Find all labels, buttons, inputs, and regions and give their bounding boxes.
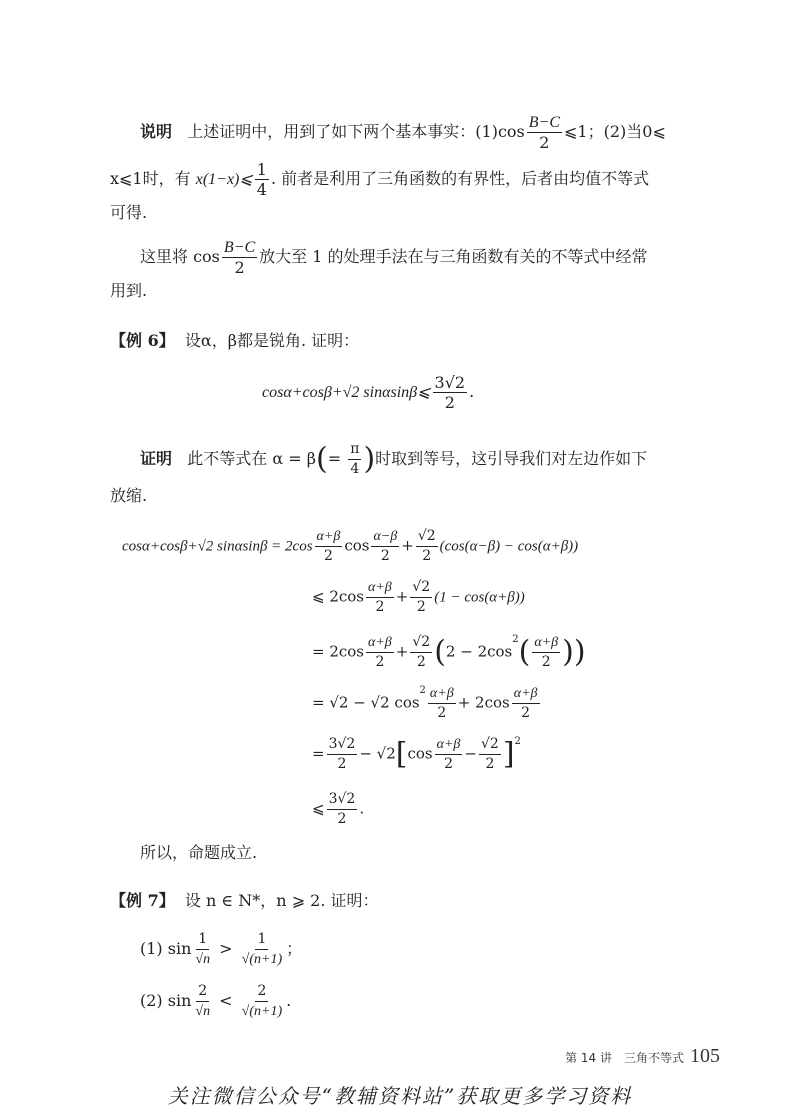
example6-inequality: cosα+cosβ+√2 sinαsinβ⩽ $\frac{3√2}{2}$ .	[262, 373, 475, 412]
note-line-3: 可得.	[110, 203, 148, 222]
note-label: 说明	[140, 122, 173, 141]
para2-fraction: $\frac{B-C}{2}$	[223, 239, 256, 277]
derivation-row-6: ⩽ $\frac{3√2}{2}$ .	[312, 791, 365, 827]
example7-part-1: (1) sin $\frac{1}{√n}$ > $\frac{1}{√(n+1)}$ ；	[140, 931, 303, 967]
derivation-row-2: ⩽ 2cos $\frac{\alpha+\beta}{2}$ + $\frac{√2}{2}$ (1 − cos(α+β))	[312, 579, 525, 615]
example7-part-2: (2) sin $\frac{2}{√n}$ < $\frac{2}{√(n+1)}$ .	[140, 983, 292, 1019]
example7-text: 设 n ∈ N*，n ⩾ 2. 证明：	[184, 891, 379, 910]
example6-label: 【例 6】	[110, 331, 175, 350]
fact2-fraction: $\frac{1}{4}$	[256, 160, 267, 199]
note-intro: 上述证明中，用到了如下两个基本事实：(1)	[187, 122, 498, 141]
watermark-text: 关注微信公众号“教辅资料站”获取更多学习资料	[167, 1084, 633, 1108]
line2-start: x⩽1时，有	[110, 169, 191, 188]
derivation-row-1: cosα+cosβ+√2 sinαsinβ = 2cos $\frac{\alpha+\beta}{2}$ cos $\frac{\alpha-\beta}{2}$ + $\frac{√2}{2}$ (cos(α−β) − cos(α+β))	[122, 528, 579, 564]
note-line-1: 说明 上述证明中，用到了如下两个基本事实：(1)cos $\frac{B-C}{2}$ ⩽1；(2)当0⩽	[140, 114, 666, 152]
line2-end: . 前者是利用了三角函数的有界性，后者由均值不等式	[270, 169, 650, 188]
para2-line-2: 用到.	[110, 281, 148, 300]
fact1-fraction: $\frac{B-C}{2}$	[528, 114, 561, 152]
derivation-row-3: = 2cos $\frac{\alpha+\beta}{2}$ + $\frac{√2}{2}$ ($2 - 2\cos^2$( $\frac{\alpha+\beta}{2}$ ))	[312, 634, 586, 670]
proof-line-2: 放缩.	[110, 486, 148, 505]
para2-line-1: 这里将 cos $\frac{B-C}{2}$ 放大至 1 的处理手法在与三角函数有关的不等式中经常	[140, 239, 648, 277]
proof-line-1: 证明 此不等式在 α = β(= $\frac{\pi}{4}$ )时取到等号，这引导我们对左边作如下	[140, 441, 648, 477]
example7-statement	[110, 890, 379, 912]
derivation-row-4: = √2 − √2 $\cos^2$ $\frac{\alpha+\beta}{2}$ + 2cos $\frac{\alpha+\beta}{2}$	[312, 685, 538, 721]
page-footer	[565, 1045, 720, 1068]
fact1-tail: ⩽1；(2)当0⩽	[564, 122, 666, 141]
proof-label: 证明	[140, 449, 173, 468]
chapter-title: 第 14 讲 三角不等式	[565, 1051, 684, 1065]
note-line-2	[110, 160, 649, 199]
example7-label: 【例 7】	[110, 891, 175, 910]
derivation-row-5: = $\frac{3√2}{2}$ − √2[cos $\frac{\alpha+\beta}{2}$ − $\frac{√2}{2}$ ]$^2$	[312, 736, 521, 772]
example6-statement	[110, 330, 359, 352]
page-number: 105	[690, 1045, 720, 1067]
fact2-expr: x(1−x)⩽	[195, 171, 253, 188]
example6-text: 设α，β都是锐角. 证明：	[184, 331, 360, 350]
conclusion: 所以，命题成立.	[140, 843, 258, 862]
